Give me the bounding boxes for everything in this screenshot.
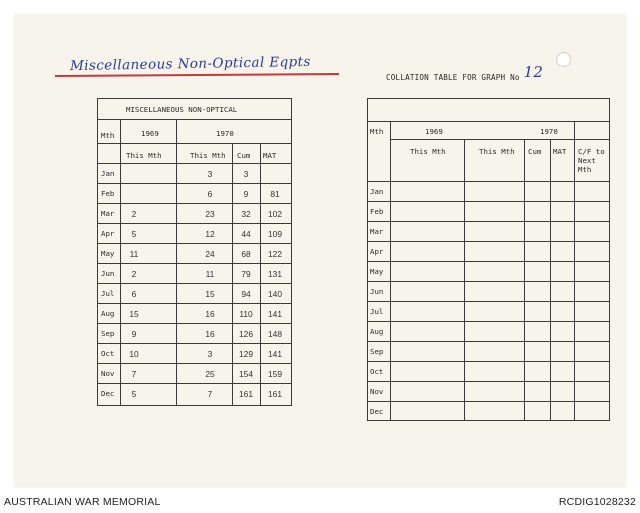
this-month-1969-header: This Mth (126, 151, 162, 160)
this-month-1970-value: 16 (205, 309, 215, 319)
month-label: Nov (370, 387, 384, 396)
cumulative-value: 32 (241, 209, 251, 219)
month-label: Feb (370, 207, 384, 216)
cumulative-value: 3 (243, 169, 249, 179)
this-month-1969-value: 5 (131, 389, 137, 399)
this-month-1969-value: 6 (131, 289, 137, 299)
month-label: Mar (101, 209, 115, 218)
this-month-1970-header: This Mth (479, 147, 515, 156)
this-month-1970-value: 15 (205, 289, 215, 299)
carry-forward-header: C/F to Next Mth (578, 147, 605, 174)
month-label: Jun (370, 287, 384, 296)
this-month-1970-header: This Mth (190, 151, 226, 160)
footer-record-id: RCDIG1028232 (558, 496, 636, 508)
cumulative-value: 129 (239, 349, 253, 359)
cumulative-value: 94 (241, 289, 251, 299)
this-month-1970-value: 12 (205, 229, 215, 239)
cumulative-value: 79 (241, 269, 251, 279)
this-month-1969-value: 11 (129, 249, 139, 259)
handwritten-title: Miscellaneous Non-Optical Eqpts (69, 53, 311, 75)
month-label: Dec (370, 407, 384, 416)
mat-value: 141 (268, 309, 282, 319)
this-month-1969-value: 9 (131, 329, 137, 339)
punch-hole (556, 52, 571, 67)
month-label: Aug (101, 309, 115, 318)
this-month-1969-value: 10 (129, 349, 139, 359)
this-month-1970-value: 11 (205, 269, 215, 279)
this-month-1969-value: 5 (131, 229, 137, 239)
cumulative-value: 110 (239, 309, 253, 319)
this-month-1969-value: 15 (129, 309, 139, 319)
mat-value: 159 (268, 369, 282, 379)
year-1969-header: 1969 (141, 129, 159, 138)
month-label: Feb (101, 189, 115, 198)
month-label: Nov (101, 369, 115, 378)
mat-header: MAT (263, 151, 277, 160)
mat-value: 140 (268, 289, 282, 299)
month-column-header: Mth (370, 127, 384, 136)
this-month-1970-value: 3 (207, 349, 213, 359)
right-blank-table (367, 98, 610, 421)
month-label: Oct (370, 367, 384, 376)
graph-number: 12 (523, 63, 544, 81)
cumulative-value: 68 (241, 249, 251, 259)
month-label: Jul (370, 307, 384, 316)
month-column-header: Mth (101, 131, 115, 140)
mat-value: 131 (268, 269, 282, 279)
this-month-1969-header: This Mth (410, 147, 446, 156)
year-1969-header: 1969 (425, 127, 443, 136)
mat-value: 141 (268, 349, 282, 359)
collation-label: COLLATION TABLE FOR GRAPH No (386, 73, 520, 82)
this-month-1969-value: 2 (131, 269, 137, 279)
table-title: MISCELLANEOUS NON-OPTICAL (126, 105, 238, 114)
this-month-1970-value: 23 (205, 209, 215, 219)
this-month-1970-value: 16 (205, 329, 215, 339)
month-label: Aug (370, 327, 384, 336)
cumulative-value: 161 (239, 389, 253, 399)
mat-value: 148 (268, 329, 282, 339)
this-month-1969-value: 2 (131, 209, 137, 219)
mat-header: MAT (553, 147, 567, 156)
mat-value: 102 (268, 209, 282, 219)
mat-value: 81 (270, 189, 280, 199)
cumulative-header: Cum (528, 147, 542, 156)
collation-heading (386, 63, 544, 84)
month-label: Dec (101, 389, 115, 398)
mat-value: 109 (268, 229, 282, 239)
month-label: Jan (370, 187, 384, 196)
footer-credit: AUSTRALIAN WAR MEMORIAL (4, 496, 161, 508)
month-label: May (370, 267, 384, 276)
mat-value: 161 (268, 389, 282, 399)
this-month-1970-value: 3 (207, 169, 213, 179)
this-month-1970-value: 7 (207, 389, 213, 399)
month-label: May (101, 249, 115, 258)
left-data-table (97, 98, 292, 406)
month-label: Apr (370, 247, 384, 256)
mat-value: 122 (268, 249, 282, 259)
this-month-1970-value: 24 (205, 249, 215, 259)
month-label: Oct (101, 349, 115, 358)
this-month-1970-value: 25 (205, 369, 215, 379)
month-label: Sep (370, 347, 384, 356)
month-label: Apr (101, 229, 115, 238)
this-month-1969-value: 7 (131, 369, 137, 379)
year-1970-header: 1970 (540, 127, 558, 136)
cumulative-value: 9 (243, 189, 249, 199)
month-label: Jan (101, 169, 115, 178)
month-label: Mar (370, 227, 384, 236)
cumulative-value: 154 (239, 369, 253, 379)
cumulative-value: 126 (239, 329, 253, 339)
cumulative-header: Cum (237, 151, 251, 160)
month-label: Jul (101, 289, 115, 298)
this-month-1970-value: 6 (207, 189, 213, 199)
month-label: Jun (101, 269, 115, 278)
cumulative-value: 44 (241, 229, 251, 239)
month-label: Sep (101, 329, 115, 338)
year-1970-header: 1970 (216, 129, 234, 138)
